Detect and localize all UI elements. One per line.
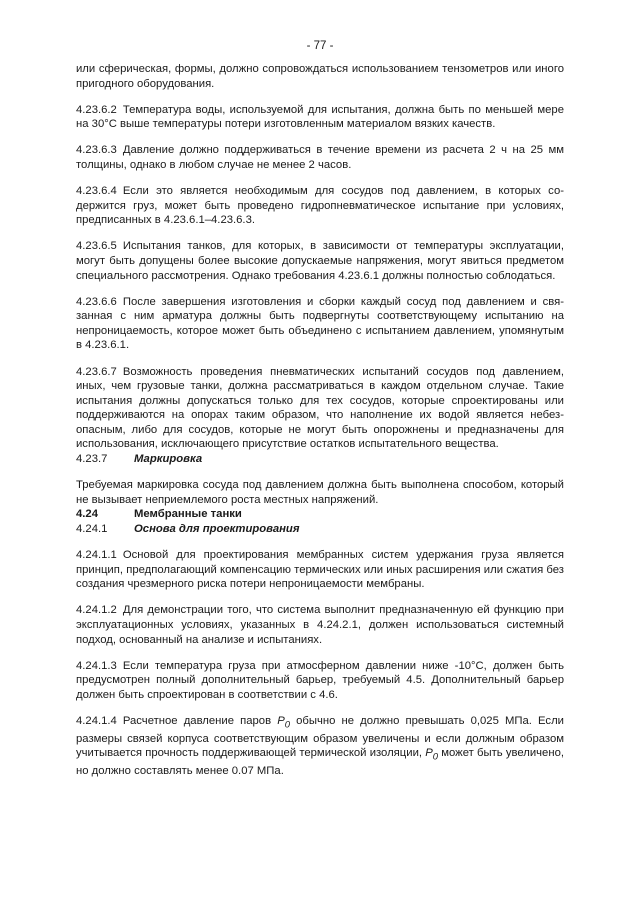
paragraph-4-23-6-5: 4.23.6.5 Испытания танков, для которых, в зависимости от температуры эксплуатации, могут быть допущены более высокие допускаемые напряжения, могут явиться предметом специального рассмотрения. Однако требования 4.23.6.1 должны полностью соблодаться. [76,240,564,282]
paragraph-4-23-6-7: 4.23.6.7 Возможность проведения пневматических испытаний сосудов под давлением, иных, чем грузовые танки, должна рассматриваться в каждом отдельном случае. Такие испытания должны допускаться только для тех сосудов, которые спроектированы или поддерживаются на опорах таким образом, что наполнение их водой является небезопасным, либо для сосудов, которые не могут быть опорожнены и предназначены для использования, исключающего присутствие остатков испытательного вещества. [76,365,564,451]
document-page [76,40,564,779]
paragraph-continuation: или сферическая, формы, должно сопровождаться использованием тензометров или иного пригодного оборудования. [76,63,564,90]
section-title: Основа для проектирования [134,522,300,535]
paragraph-marking: Требуемая маркировка сосуда под давлением должна быть выполнена способом, который не вызывает неприемлемого роста местных напряжений. [76,479,564,506]
section-title: Маркировка [134,453,203,466]
paragraph-4-23-6-6: 4.23.6.6 После завершения изготовления и сборки каждый сосуд под давлением и связанная с ним арматура должны быть подвергнуты соответствующему испытанию на непроницаемость, которое может быть объединено с испытанием давлением, упомянутым в 4.23.6.1. [76,295,564,352]
paragraph-4-24-1-1: 4.24.1.1 Основой для проектирования мембранных систем удержания груза является принцип, предполагающий компенсацию термических или иных расширения или сжатия без создания чрезмерного риска потери непроницаемости мембраны. [76,549,564,591]
section-number: 4.24.1 [76,522,108,535]
section-heading-4-24-1 [76,522,564,537]
paragraph-4-23-6-3: 4.23.6.3 Давление должно поддерживаться в течение времени из расчета 2 ч на 25 мм толщины, однако в любом случае не менее 2 часов. [76,144,564,171]
section-title: Мембранные танки [134,508,242,521]
paragraph-4-24-1-4: 4.24.1.4 Расчетное давление паров $P_0$ обычно не должно превышать 0,025 МПа. Если размеры связей корпуса соответствующим образом увеличены и если должным образом учитывается прочность поддерживающей термической изоляции, $P_0$ может быть увеличено, но должно составлять менее 0.07 МПа. [76,714,564,778]
paragraph-4-24-1-2: 4.24.1.2 Для демонстрации того, что система выполнит предназначенную ей функцию при эксплуатационных условиях, указанных в 4.24.2.1, должен использоваться системный подход, основанный на анализе и испытаниях. [76,604,564,646]
variable-p0: $P_0$ [425,747,439,762]
page-number: - 77 - [306,40,334,52]
section-number: 4.24 [76,508,98,521]
paragraph-4-23-6-2: 4.23.6.2 Температура воды, используемой для испытания, должна быть по меньшей мере на 30°С выше температуры потери изготовленным материалом вязких качеств. [76,103,564,131]
section-number: 4.23.7 [76,453,108,466]
section-heading-4-24 [76,507,564,522]
paragraph-4-24-1-3: 4.24.1.3 Если температура груза при атмосферном давлении ниже -10°С, должен быть предусмотрен полный дополнительный барьер, требуемый 4.5. Дополнительный барьер должен быть спроектирован в соответствии с 4.6. [76,659,564,701]
section-heading-4-23-7 [76,452,564,467]
variable-p0: $P_0$ [277,714,290,730]
paragraph-4-23-6-4: 4.23.6.4 Если это является необходимым для сосудов под давлением, в которых содержится груз, может быть проведено гидропневматическое испытание при условиях, предписанных в 4.23.6.1–4.23.6.3. [76,185,564,227]
